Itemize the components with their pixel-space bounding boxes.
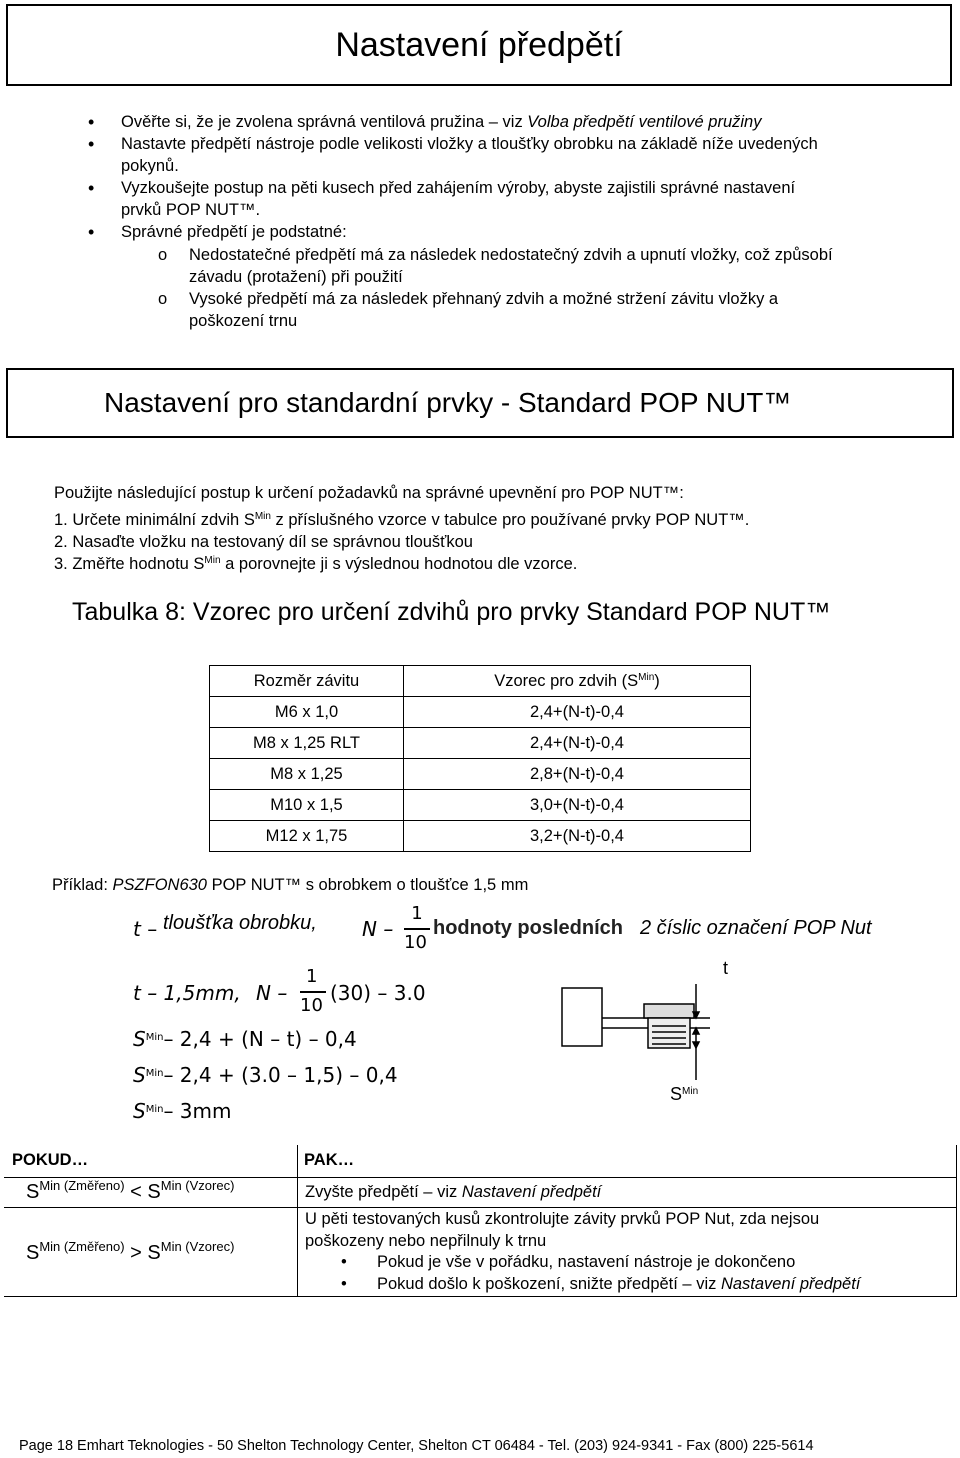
header-formula <box>404 666 751 697</box>
row-divider <box>4 1207 297 1208</box>
step-2: 2. Nasaďte vložku na testovaný díl se správnou tloušťkou <box>54 533 473 551</box>
sub-bullet-text: Nedostatečné předpětí má za následek nedostatečný zdvih a upnutí vložky, což způsobí <box>189 246 833 264</box>
page-title: Nastavení předpětí <box>6 4 952 86</box>
sub-bullet-text-cont: závadu (protažení) při použití <box>189 267 403 286</box>
comparison-operator: > <box>130 1242 142 1264</box>
cell-formula: 3,0+(N-t)-0,4 <box>404 790 751 821</box>
calc-t: t – 1,5mm, <box>133 981 241 1005</box>
table-row <box>210 821 751 852</box>
s-sup-formula: Min (Vzorec) <box>160 1178 235 1193</box>
step-1 <box>54 509 749 531</box>
bullet-item <box>88 178 941 221</box>
bullet-text-cont: pokynů. <box>121 156 179 175</box>
cell-size: M12 x 1,75 <box>210 821 404 852</box>
bullet-text: Ověřte si, že je zvolena správná ventilová pružina – viz <box>121 113 528 131</box>
header-formula-sup: Min <box>638 671 655 683</box>
if-row-2 <box>26 1239 235 1265</box>
table-row <box>210 728 751 759</box>
smin-s: S <box>670 1084 683 1104</box>
pop-nut-diagram <box>560 960 740 1085</box>
formula-n-def: N – <box>362 917 394 941</box>
s-symbol: S <box>133 1099 146 1123</box>
if-then-table <box>4 1145 957 1297</box>
sub-bullet-item <box>158 245 949 288</box>
t-dash: – <box>147 917 158 941</box>
bullet-dot-icon: • <box>88 222 95 242</box>
n-frac-den: 10 <box>404 932 427 953</box>
bullet-item <box>88 112 941 134</box>
bullet-item <box>88 222 941 244</box>
example-text: POP NUT™ s obrobkem o tloušťce 1,5 mm <box>206 876 529 894</box>
table-row <box>210 790 751 821</box>
arrow-icon <box>693 1042 699 1048</box>
cell-size: M8 x 1,25 <box>210 759 404 790</box>
calc-n-num: 1 <box>306 966 318 987</box>
then-row-2 <box>305 1209 860 1295</box>
label-thickness: tloušťka obrobku, <box>163 912 317 934</box>
comparison-operator: < <box>130 1181 142 1203</box>
row-divider <box>4 1296 957 1297</box>
s-sup-measured: Min (Změřeno) <box>39 1178 125 1193</box>
frac-bar <box>300 991 326 993</box>
step-1-text-post: z příslušného vzorce v tabulce pro používané prvky POP NUT™. <box>270 511 750 529</box>
t-symbol: t <box>133 917 141 941</box>
then-bullet-text: Pokud je vše v pořádku, nastavení nástroje je dokončeno <box>377 1253 796 1271</box>
cell-size: M6 x 1,0 <box>210 697 404 728</box>
cell-formula: 3,2+(N-t)-0,4 <box>404 821 751 852</box>
then-bullet-text: Pokud došlo k poškození, snižte předpětí – viz <box>377 1274 721 1293</box>
row-divider <box>297 1177 957 1178</box>
equation-2 <box>133 1063 398 1087</box>
s-symbol: S <box>147 1181 161 1203</box>
label-last-digits: hodnoty posledních <box>433 917 623 939</box>
calc-n-den: 10 <box>300 995 323 1016</box>
sub-bullet-text-cont: poškození trnu <box>189 311 298 330</box>
s-symbol: S <box>133 1063 146 1087</box>
cell-size: M8 x 1,25 RLT <box>210 728 404 759</box>
step-3 <box>54 553 577 575</box>
then-bullet <box>305 1274 860 1296</box>
eq3-text: – 3mm <box>163 1099 232 1123</box>
arrow-icon <box>693 1028 699 1034</box>
s-sup: Min <box>145 1104 164 1115</box>
nut-flange <box>644 1004 694 1018</box>
right-border <box>956 1145 957 1297</box>
then-header: PAK… <box>304 1151 355 1169</box>
bullet-dot-icon: • <box>341 1253 347 1271</box>
label-digits: 2 číslic označení POP Nut <box>640 917 872 939</box>
bullet-text: Správné předpětí je podstatné: <box>121 223 347 241</box>
s-symbol: S <box>147 1242 161 1264</box>
diagram-t-label: t <box>723 958 729 978</box>
table-row <box>210 759 751 790</box>
then-text-cont: poškozeny nebo nepřilnuly k trnu <box>305 1231 547 1250</box>
table-header-row <box>210 666 751 697</box>
eq2-text: – 2,4 + (3.0 – 1,5) – 0,4 <box>163 1063 398 1087</box>
header-size: Rozměr závitu <box>210 666 404 697</box>
bullet-link-text: Volba předpětí ventilové pružiny <box>527 113 762 131</box>
cell-formula: 2,8+(N-t)-0,4 <box>404 759 751 790</box>
sub-bullet-marker: o <box>158 246 168 264</box>
example-line <box>52 876 528 895</box>
cell-formula: 2,4+(N-t)-0,4 <box>404 697 751 728</box>
sub-bullet-text: Vysoké předpětí má za následek přehnaný zdvih a možné stržení závitu vložky a <box>189 290 779 308</box>
n-frac-num: 1 <box>411 903 423 924</box>
frac-bar <box>404 928 430 930</box>
table-row <box>210 697 751 728</box>
sub-bullet-item <box>158 289 949 332</box>
step-3-sup: Min <box>204 555 221 566</box>
s-symbol: S <box>26 1181 40 1203</box>
bullet-dot-icon: • <box>88 134 95 154</box>
then-text: Zvyšte předpětí – viz <box>305 1183 462 1201</box>
then-link-text: Nastavení předpětí <box>461 1183 602 1201</box>
bullet-dot-icon: • <box>88 112 95 132</box>
formula-t-symbol <box>133 917 157 941</box>
equation-1 <box>133 1027 357 1051</box>
s-symbol: S <box>133 1027 146 1051</box>
bullet-dot-icon: • <box>88 178 95 198</box>
calc-n-post: (30) – 3.0 <box>330 981 426 1005</box>
row-divider <box>297 1207 957 1208</box>
then-bullet <box>305 1252 860 1274</box>
header-formula-text: Vzorec pro zdvih (S <box>494 671 639 690</box>
then-row-1 <box>305 1183 601 1202</box>
step-1-text: 1. Určete minimální zdvih S <box>54 511 255 529</box>
then-text: U pěti testovaných kusů zkontrolujte závity prvků POP Nut, zda nejsou <box>305 1210 820 1228</box>
calc-n-pre: N – <box>256 981 288 1005</box>
cell-size: M10 x 1,5 <box>210 790 404 821</box>
s-sup-formula: Min (Vzorec) <box>160 1239 235 1254</box>
eq1-text: – 2,4 + (N – t) – 0,4 <box>163 1027 357 1051</box>
s-sup: Min <box>145 1068 164 1079</box>
tool-nose <box>562 988 602 1046</box>
step-3-text: 3. Změřte hodnotu S <box>54 555 205 573</box>
example-label: Příklad: <box>52 876 113 894</box>
header-formula-close: ) <box>654 671 660 690</box>
bullet-text-cont: prvků POP NUT™. <box>121 200 261 219</box>
s-sup-measured: Min (Změřeno) <box>39 1239 125 1254</box>
if-row-1 <box>26 1178 235 1204</box>
s-sup: Min <box>145 1032 164 1043</box>
bullet-text: Vyzkoušejte postup na pěti kusech před zahájením výroby, abyste zajistili správné nastavení <box>121 179 796 197</box>
if-header: POKUD… <box>12 1151 89 1169</box>
bullet-text: Nastavte předpětí nástroje podle velikosti vložky a tloušťky obrobku na základě níže uvedených <box>121 135 818 153</box>
section-title: Nastavení pro standardní prvky - Standard POP NUT™ <box>6 368 954 438</box>
equation-3 <box>133 1099 232 1123</box>
s-symbol: S <box>26 1242 40 1264</box>
page-footer: Page 18 Emhart Teknologies - 50 Shelton Technology Center, Shelton CT 06484 - Tel. (203) 924-9341 - Fax (800) 225-5614 <box>19 1438 814 1454</box>
formula-table <box>209 665 751 852</box>
diagram-smin-label <box>670 1084 698 1105</box>
bullet-dot-icon: • <box>341 1274 347 1293</box>
step-1-sup: Min <box>254 511 271 522</box>
steps-intro: Použijte následující postup k určení požadavků na správné upevnění pro POP NUT™: <box>54 484 684 502</box>
then-link-text: Nastavení předpětí <box>720 1274 861 1293</box>
smin-sup: Min <box>682 1086 699 1097</box>
table-title: Tabulka 8: Vzorec pro určení zdvihů pro prvky Standard POP NUT™ <box>72 598 831 626</box>
step-3-text-post: a porovnejte ji s výslednou hodnotou dle vzorce. <box>220 555 578 573</box>
bullet-item <box>88 134 941 177</box>
sub-bullet-marker: o <box>158 290 168 308</box>
cell-formula: 2,4+(N-t)-0,4 <box>404 728 751 759</box>
example-part-number: PSZFON630 <box>112 876 207 894</box>
